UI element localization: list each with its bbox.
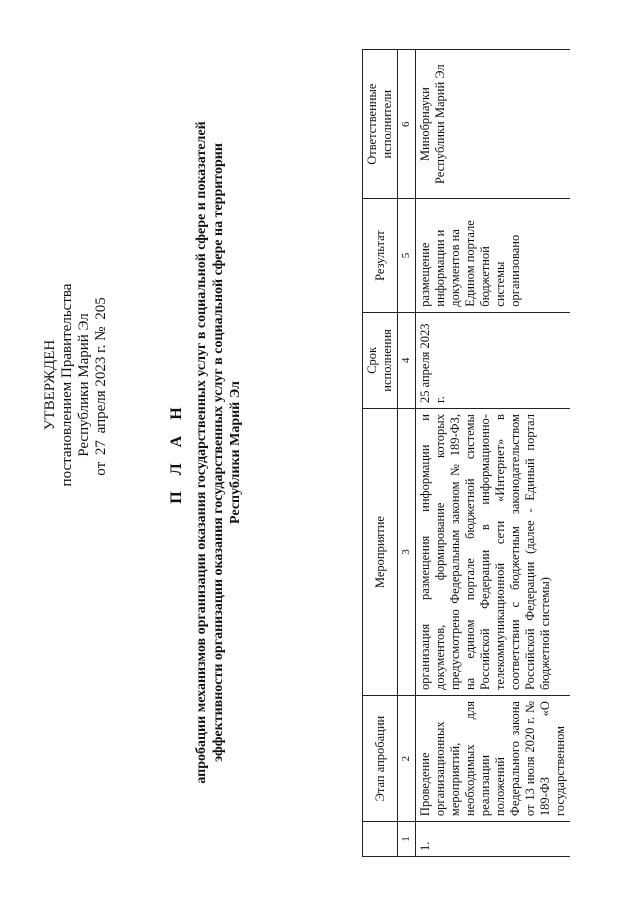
document-subtitle: [193, 10, 244, 895]
row-stage: Проведение организационных мероприятий, необходимых для реализации положений Федерального закона от 13 июля 2020 г. № 189-ФЗ «О государственном: [416, 696, 571, 822]
row-deadline: 25 апреля 2023 г.: [416, 312, 571, 408]
subtitle-line-2: эффективности организации оказания государственных услуг в социальной сфере на территории: [211, 143, 226, 762]
approval-heading: УТВЕРЖДЕН: [42, 339, 58, 431]
header-col-measure: Мероприятие: [363, 409, 398, 696]
approval-from: от: [93, 461, 109, 476]
index-cell: 1: [398, 822, 416, 857]
header-col-stage: Этап апробации: [363, 696, 398, 822]
index-cell: 5: [398, 199, 416, 312]
row-responsible: Минобрнауки Республики Марий Эл: [416, 50, 571, 199]
approval-month-year: апреля 2023 г. №: [93, 326, 109, 434]
approval-stamp: [42, 235, 110, 535]
header-col-result: Результат: [363, 199, 398, 312]
table-row: [416, 50, 571, 857]
row-result: размещение информации и документов на Едином портале бюджетной системы организовано: [416, 199, 571, 312]
index-cell: 4: [398, 312, 416, 408]
table-header-row: [363, 50, 398, 857]
index-cell: 2: [398, 696, 416, 822]
header-col-responsible: Ответственные исполнители: [363, 50, 398, 199]
header-col-number: [363, 822, 398, 857]
index-cell: 6: [398, 50, 416, 199]
header-col-deadline: Срок исполнения: [363, 312, 398, 408]
approval-resolution: постановлением Правительства: [59, 283, 75, 487]
row-measure: организация размещения информации и документов, формирование которых предусмотрено Федеральным законом № 189-ФЗ, на едином портале бюджетной системы Российской Федерации в информационно-телекоммуникационной сети «Интернет» в соответствии с бюджетным законодательством Российской Федерации (далее - Единый портал бюджетной системы): [416, 409, 571, 696]
approval-republic: Республики Марий Эл: [76, 313, 92, 457]
table-index-row: [398, 50, 416, 857]
document-title: П Л А Н: [168, 401, 185, 504]
approval-date-line: [93, 235, 110, 535]
approval-day: 27: [93, 440, 109, 456]
row-number: 1.: [416, 822, 571, 857]
index-cell: 3: [398, 409, 416, 696]
plan-table: [362, 49, 570, 857]
subtitle-line-3: Республики Марий Эл: [228, 381, 243, 524]
approval-number: 205: [93, 297, 109, 320]
subtitle-line-1: апробации механизмов организации оказания государственных услуг в социальной сфере и показателей: [194, 121, 209, 784]
